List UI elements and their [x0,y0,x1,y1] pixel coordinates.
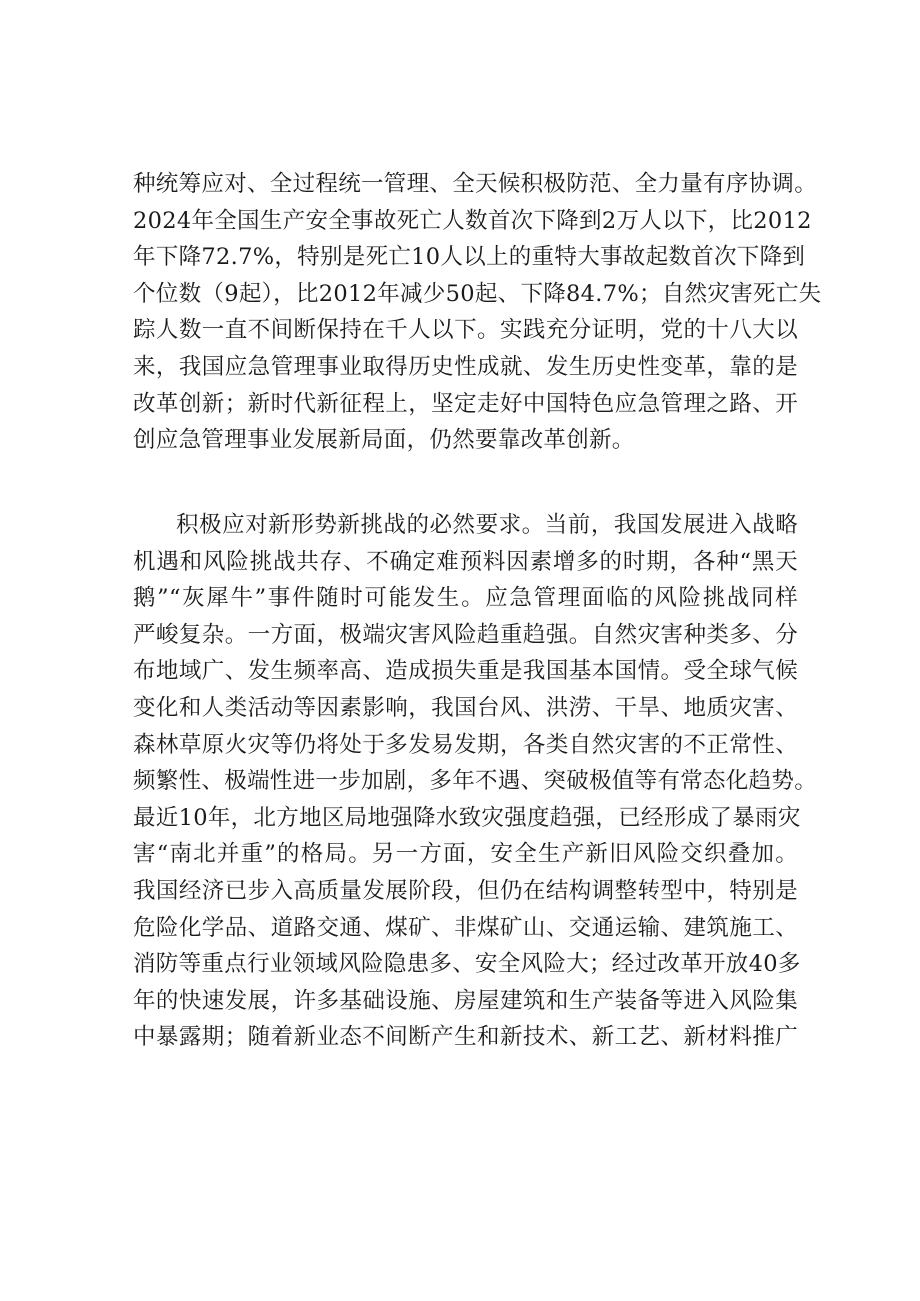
text-line: 中暴露期；随着新业态不间断产生和新技术、新工艺、新材料推广 [133,1024,798,1051]
text-line: 严峻复杂。一方面，极端灾害风险趋重趋强。自然灾害种类多、分 [133,621,798,648]
text-line: 个位数（9起），比2012年减少50起、下降84.7%；自然灾害死亡失 [133,280,822,307]
text-line: 消防等重点行业领域风险隐患多、安全风险大；经过改革开放40多 [133,951,801,978]
text-line: 种统筹应对、全过程统一管理、全天候积极防范、全力量有序协调。 [133,171,818,197]
text-line: 鹅”“灰犀牛”事件随时可能发生。应急管理面临的风险挑战同样 [133,585,798,612]
text-line: 布地域广、发生频率高、造成损失重是我国基本国情。受全球气候 [133,658,798,685]
paragraph-reform-results [133,166,822,459]
text-line: 最近10年，北方地区局地强降水致灾强度趋强，已经形成了暴雨灾 [133,804,801,831]
text-line: 变化和人类活动等因素影响，我国台风、洪涝、干旱、地质灾害、 [133,694,798,721]
text-line: 森林草原火灾等仍将处于多发易发期，各类自然灾害的不正常性、 [133,731,798,758]
text-line: 我国经济已步入高质量发展阶段，但仍在结构调整转型中，特别是 [133,877,798,904]
text-line: 危险化学品、道路交通、煤矿、非煤矿山、交通运输、建筑施工、 [133,914,798,941]
text-line: 年的快速发展，许多基础设施、房屋建筑和生产装备等进入风险集 [133,987,798,1014]
text-line: 年下降72.7%，特别是死亡10人以上的重特大事故起数首次下降到 [133,244,806,271]
text-line: 频繁性、极端性进一步加剧，多年不遇、突破极值等有常态化趋势。 [133,768,818,795]
text-line: 来，我国应急管理事业取得历史性成就、发生历史性变革，靠的是 [133,353,798,380]
text-line: 害“南北并重”的格局。另一方面，安全生产新旧风险交织叠加。 [133,841,798,868]
text-line: 2024年全国生产安全事故死亡人数首次下降到2万人以下，比2012 [133,207,812,234]
text-line: 改革创新；新时代新征程上，坚定走好中国特色应急管理之路、开 [133,390,798,417]
text-line: 积极应对新形势新挑战的必然要求。当前，我国发展进入战略 [176,512,798,538]
text-line: 踪人数一直不间断保持在千人以下。实践充分证明，党的十八大以 [133,317,798,344]
text-line: 创应急管理事业发展新局面，仍然要靠改革创新。 [133,427,635,454]
paragraph-new-challenges [133,507,818,1056]
text-line: 机遇和风险挑战共存、不确定难预料因素增多的时期，各种“黑天 [133,548,798,575]
